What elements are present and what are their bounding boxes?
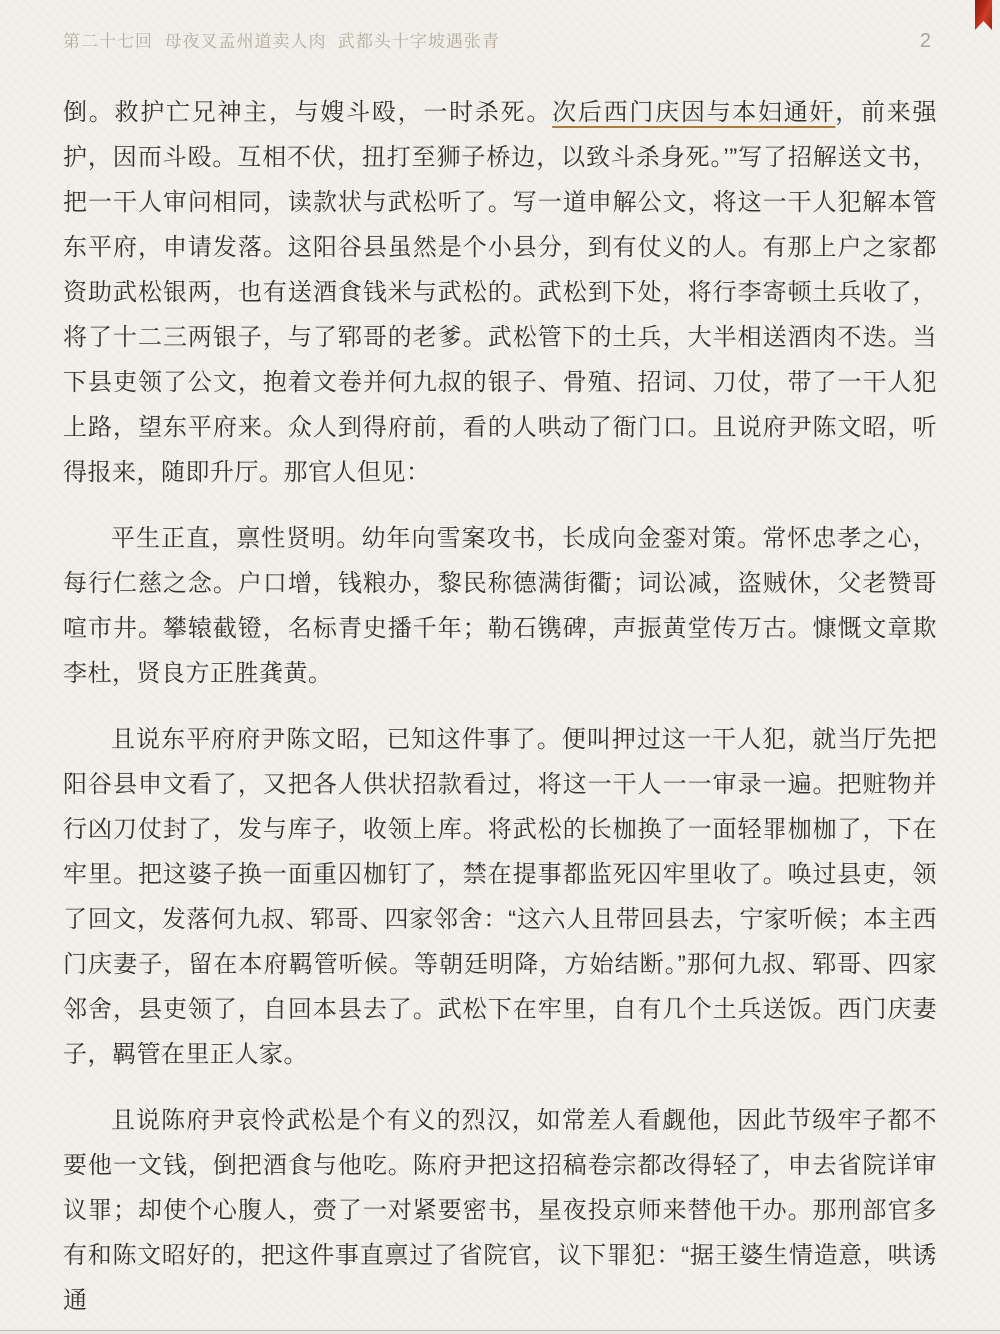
- paragraph: [63, 90, 937, 495]
- underlined-annotation[interactable]: 次后西门庆因与本妇通奸: [552, 99, 836, 126]
- paragraph-text: 倒。救护亡兄神主，与嫂斗殴，一时杀死。: [63, 99, 553, 126]
- paragraph: 平生正直，禀性贤明。幼年向雪案攻书，长成向金銮对策。常怀忠孝之心，每行仁慈之念。户口增，钱粮办，黎民称德满街衢；词讼减，盗贼休，父老赞哥喧市井。攀辕截镫，名标青史播千年；勒石镌碑，声振黄堂传万古。慷慨文章欺李杜，贤良方正胜龚黄。: [63, 525, 937, 687]
- page-content: [63, 90, 937, 1334]
- paragraph: 且说东平府府尹陈文昭，已知这件事了。便叫押过这一干人犯，就当厅先把阳谷县申文看了，又把各人供状招款看过，将这一干人一一审录一遍。把赃物并行凶刀仗封了，发与库子，收领上库。将武松的长枷换了一面轻罪枷枷了，下在牢里。把这婆子换一面重囚枷钉了，禁在提事都监死囚牢里收了。唤过县吏，领了回文，发落何九叔、郓哥、四家邻舍：“这六人且带回县去，宁家听候；本主西门庆妻子，留在本府羁管听候。等朝廷明降，方始结断。”那何九叔、郓哥、四家邻舍，县吏领了，自回本县去了。武松下在牢里，自有几个土兵送饭。西门庆妻子，羁管在里正人家。: [63, 726, 937, 1068]
- paragraph-text: ，前来强护，因而斗殴。互相不伏，扭打至狮子桥边，以致斗杀身死。’”写了招解送文书，把一干人审问相同，读款状与武松听了。写一道申解公文，将这一干人犯解本管东平府，申请发落。这阳谷县虽然是个小县分，到有仗义的人。有那上户之家都资助武松银两，也有送酒食钱米与武松的。武松到下处，将行李寄顿土兵收了，将了十二三两银子，与了郓哥的老爹。武松管下的土兵，大半相送酒肉不迭。当下县吏领了公文，抱着文卷并何九叔的银子、骨殖、招词、刀仗，带了一干人犯上路，望东平府来。众人到得府前，看的人哄动了衙门口。且说府尹陈文昭，听得报来，随即升厅。那官人但见：: [63, 99, 938, 486]
- bookmark-ribbon-icon[interactable]: [975, 0, 992, 30]
- chapter-title: 第二十七回 母夜叉孟州道卖人肉 武都头十字坡遇张青: [63, 32, 500, 51]
- page-number: 2: [919, 30, 931, 52]
- paragraph: 且说陈府尹哀怜武松是个有义的烈汉，如常差人看觑他，因此节级牢子都不要他一文钱，倒把酒食与他吃。陈府尹把这招稿卷宗都改得轻了，申去省院详审议罪；却使个心腹人，赍了一对紧要密书，星夜投京师来替他干办。那刑部官多有和陈文昭好的，把这件事直禀过了省院官，议下罪犯：“据王婆生情造意，哄诱通: [63, 1107, 937, 1314]
- page-header: [63, 27, 937, 53]
- page-bottom-divider: [0, 1330, 1000, 1334]
